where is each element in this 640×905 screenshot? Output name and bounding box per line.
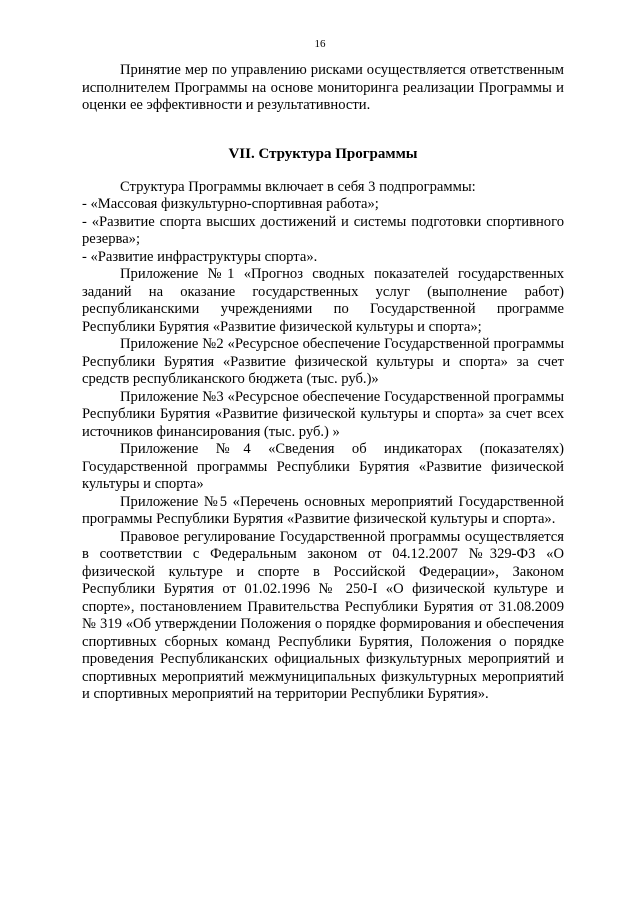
appendix-item: Приложение №4 «Сведения об индикаторах (показателях) Государственной программы Республики Бурятия «Развитие физической культуры и спорта» bbox=[82, 441, 564, 492]
legal-paragraph: Правовое регулирование Государственной программы осуществляется в соответствии с Федеральным законом от 04.12.2007 №329-ФЗ «О физической культуре и спорте в Российской Федерации», Законом Республики Бурятия от 01.02.1996 № 250-I «О физической культуре и спорте», постановлением Правительства Республики Бурятия от 31.08.2009 № 319 «Об утверждении Положения о порядке формирования и обеспечения спортивных сборных команд Республики Бурятия, Положения о порядке проведения Республиканских официальных физкультурных мероприятий и спортивных мероприятий межмуниципальных физкультурных мероприятий и спортивных мероприятий на территории Республики Бурятия». bbox=[82, 528, 564, 702]
subprogram-item: - «Развитие спорта высших достижений и системы подготовки спортивного резерва»; bbox=[82, 213, 564, 247]
appendix-item: Приложение №2 «Ресурсное обеспечение Государственной программы Республики Бурятия «Развитие физической культуры и спорта» за счет средств республиканского бюджета (тыс. руб.)» bbox=[82, 336, 564, 387]
paragraph-risks: Принятие мер по управлению рисками осуществляется ответственным исполнителем Программы на основе мониторинга реализации Программы и оценки ее эффективности и результативности. bbox=[82, 62, 564, 113]
appendix-item: Приложение №3 «Ресурсное обеспечение Государственной программы Республики Бурятия «Развитие физической культуры и спорта» за счет всех источников финансирования (тыс. руб.) » bbox=[82, 388, 564, 440]
page-number: 16 bbox=[314, 38, 326, 50]
subprogram-item: - «Развитие инфраструктуры спорта». bbox=[82, 248, 318, 265]
structure-intro: Структура Программы включает в себя 3 подпрограммы: bbox=[120, 178, 476, 195]
page-content bbox=[82, 62, 564, 704]
appendix-item: Приложение №1 «Прогноз сводных показателей государственных заданий на оказание государственных услуг (выполнение работ) республиканскими учреждениями по Государственной программе Республики Бурятия «Развитие физической культуры и спорта»; bbox=[82, 266, 564, 335]
section-heading: VII. Структура Программы bbox=[228, 145, 418, 162]
appendix-item: Приложение №5 «Перечень основных мероприятий Государственной программы Республики Бурятия «Развитие физической культуры и спорта». bbox=[82, 493, 564, 527]
subprogram-item: - «Массовая физкультурно-спортивная работа»; bbox=[82, 196, 379, 212]
